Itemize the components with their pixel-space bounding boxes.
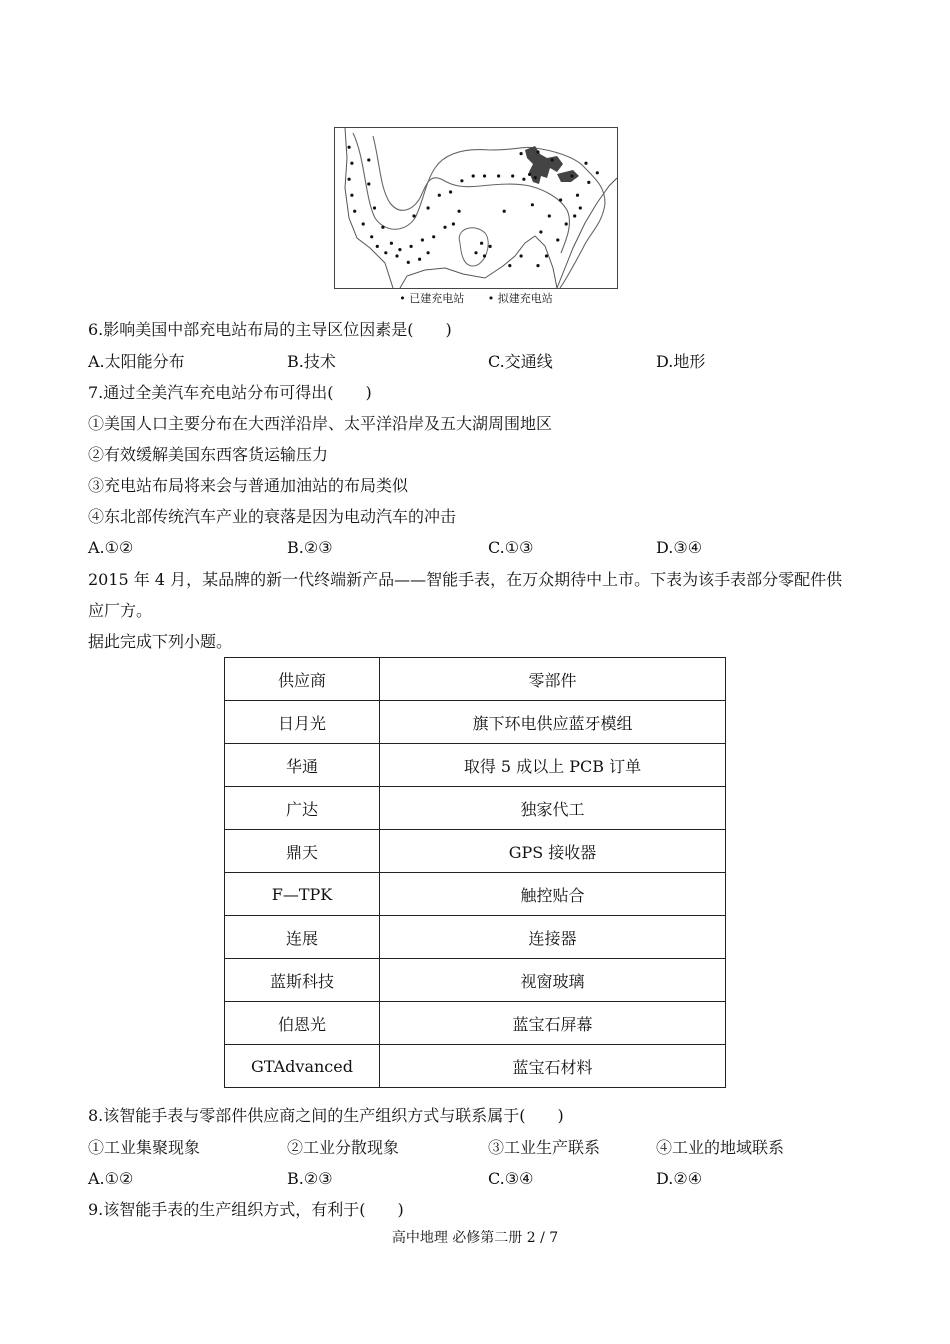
station-dot [508,264,511,267]
header-supplier: 供应商 [225,658,380,701]
station-dot [503,210,506,213]
station-dot [483,254,486,257]
q8-option-d[interactable]: D.②④ [656,1169,703,1188]
station-dot [573,214,576,217]
q6-option-a[interactable]: A.太阳能分布 [88,352,185,371]
station-dot [520,152,523,155]
station-dot [449,190,452,193]
lake-east [557,170,579,182]
station-dot [381,226,384,229]
station-dot [528,173,531,176]
station-dot [489,245,492,248]
q7-statement-2: ②有效缓解美国东西客货运输压力 [88,445,329,464]
q7-option-d[interactable]: D.③④ [656,538,703,557]
intro-line-1: 2015 年 4 月，某品牌的新一代终端新产品——智能手表，在万众期待中上市。下表为该手表部分零配件供 [88,570,843,589]
part-cell: 触控贴合 [380,873,726,916]
part-cell: 取得 5 成以上 PCB 订单 [380,744,726,787]
map-frame [334,127,618,289]
station-dot [570,174,573,177]
supplier-cell: 华通 [225,744,380,787]
part-cell: 视窗玻璃 [380,959,726,1002]
station-dot [460,179,463,182]
intro-line-2: 应厂方。 [88,601,153,620]
page-footer: 高中地理 必修第二册 2 / 7 [391,1230,559,1246]
q7-option-c[interactable]: C.①③ [488,538,534,557]
q6-option-b[interactable]: B.技术 [287,352,336,371]
intro-line-3: 据此完成下列小题。 [88,632,233,651]
planned-zone-inner [373,136,569,253]
q6-stem: 6.影响美国中部充电站布局的主导区位因素是( ) [88,320,452,339]
q7-statement-4: ④东北部传统汽车产业的衰落是因为电动汽车的冲击 [88,507,457,526]
station-dot [472,174,475,177]
station-dot [534,176,537,179]
station-dot [427,251,430,254]
q7-option-b[interactable]: B.②③ [287,538,333,557]
q6-option-d[interactable]: D.地形 [656,352,706,371]
q8-statement-4: ④工业的地域联系 [656,1138,785,1157]
table-row [225,787,726,830]
map-legend [334,290,618,306]
q8-statement-2: ②工业分散现象 [287,1138,400,1157]
station-dot [418,258,421,261]
florida-zone [459,228,488,266]
table-row [225,830,726,873]
q8-option-b[interactable]: B.②③ [287,1169,333,1188]
station-dot [587,181,590,184]
q8-option-c[interactable]: C.③④ [488,1169,534,1188]
part-cell: 连接器 [380,916,726,959]
station-dot [367,158,370,161]
station-dot [348,178,351,181]
q8-option-a[interactable]: A.①② [88,1169,134,1188]
station-dot [398,248,401,251]
station-dot [556,238,559,241]
table-row [225,744,726,787]
station-dot [348,146,351,149]
station-dot [367,182,370,185]
station-dot [539,230,542,233]
station-dot [579,206,582,209]
supplier-cell: 日月光 [225,701,380,744]
great-lakes [525,146,563,184]
station-dot [548,214,551,217]
supplier-cell: F—TPK [225,873,380,916]
header-part: 零部件 [380,658,726,701]
station-dot [438,194,441,197]
q6-option-c[interactable]: C.交通线 [488,352,553,371]
supplier-table [224,657,726,1088]
table-row [225,1045,726,1088]
q8-stem: 8.该智能手表与零部件供应商之间的生产组织方式与联系属于( ) [88,1106,564,1125]
q9-stem: 9.该智能手表的生产组织方式，有利于( ) [88,1200,404,1219]
station-dot [483,174,486,177]
legend-planned: • 拟建充电站 [487,292,553,305]
part-cell: 独家代工 [380,787,726,830]
supplier-cell: 蓝斯科技 [225,959,380,1002]
part-cell: GPS 接收器 [380,830,726,873]
coastline [345,128,617,288]
station-dot [584,162,587,165]
q7-option-a[interactable]: A.①② [88,538,134,557]
station-dot [427,206,430,209]
table-row [225,873,726,916]
supplier-cell: GTAdvanced [225,1045,380,1088]
station-dot [350,194,353,197]
station-dot [536,264,539,267]
station-dot [407,261,410,264]
station-dot [480,242,483,245]
station-dot [432,235,435,238]
charging-station-map [334,127,618,309]
q7-stem: 7.通过全美汽车充电站分布可得出( ) [88,383,372,402]
table-row [225,1002,726,1045]
station-dot [390,242,393,245]
supplier-cell: 伯恩光 [225,1002,380,1045]
station-dot [559,198,562,201]
station-dot [353,210,356,213]
table-row [225,916,726,959]
station-dot [452,222,455,225]
supplier-cell: 广达 [225,787,380,830]
q8-statement-1: ①工业集聚现象 [88,1138,201,1157]
station-dot [536,150,539,153]
supplier-cell: 连展 [225,916,380,959]
station-dot [576,194,579,197]
part-cell: 旗下环电供应蓝牙模组 [380,701,726,744]
q7-statement-1: ①美国人口主要分布在大西洋沿岸、太平洋沿岸及五大湖周围地区 [88,414,553,433]
station-dot [565,222,568,225]
part-cell: 蓝宝石屏幕 [380,1002,726,1045]
station-dot [362,222,365,225]
us-map-svg [335,128,617,288]
station-dot [350,162,353,165]
station-dot [458,210,461,213]
station-dot [545,254,548,257]
q8-statement-3: ③工业生产联系 [488,1138,601,1157]
station-dot [531,203,534,206]
station-dot [395,254,398,257]
table-row [225,701,726,744]
table-header-row [225,658,726,701]
station-dot [376,245,379,248]
station-dot [412,214,415,217]
supplier-cell: 鼎天 [225,830,380,873]
station-dot [520,254,523,257]
station-dot [421,238,424,241]
part-cell: 蓝宝石材料 [380,1045,726,1088]
station-dot [596,171,599,174]
station-dot [370,235,373,238]
station-dot [497,174,500,177]
legend-built: • 已建充电站 [399,292,465,305]
table-row [225,959,726,1002]
station-dot [511,174,514,177]
station-dot [551,158,554,161]
station-dot [443,226,446,229]
station-dot [410,245,413,248]
station-dot [384,251,387,254]
q7-statement-3: ③充电站布局将来会与普通加油站的布局类似 [88,476,409,495]
station-dot [373,206,376,209]
station-dot [522,178,525,181]
station-dot [474,251,477,254]
